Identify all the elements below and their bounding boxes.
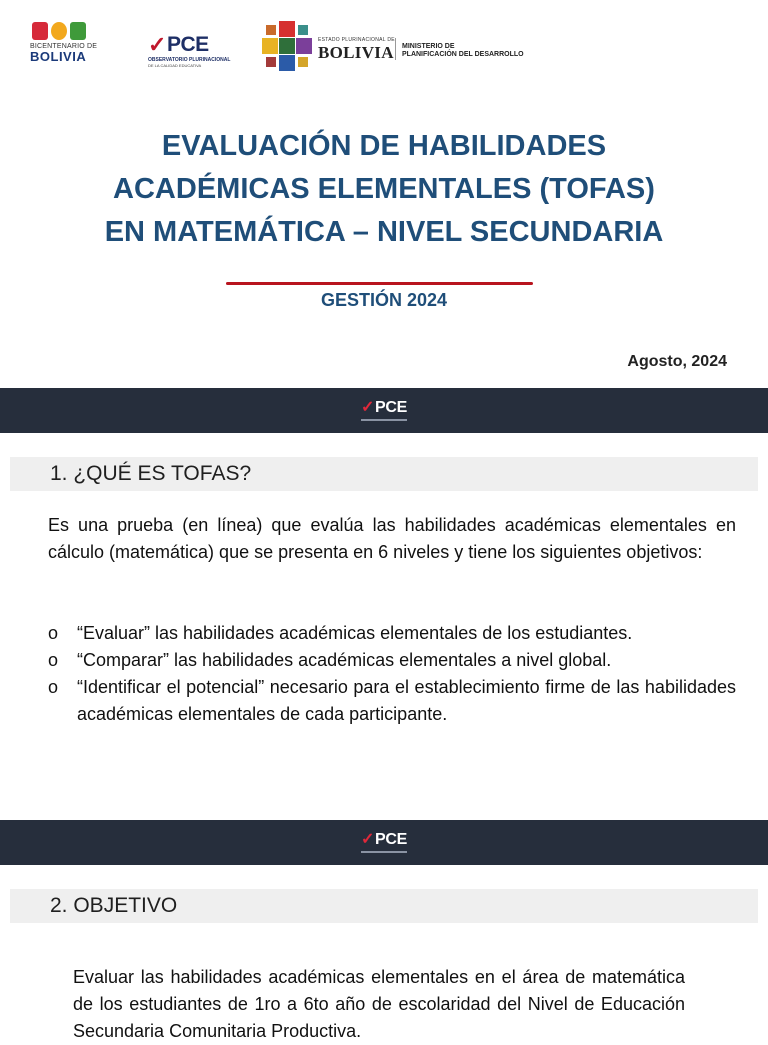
opce-bar-underline [361,851,407,853]
estado-small: ESTADO PLURINACIONAL DE [318,37,395,43]
objectives-list [48,620,736,728]
estado-main: BOLIVIA [318,43,394,62]
check-icon: ✓ [360,399,375,416]
slide-header-bar [0,388,768,433]
bicentenario-main: BOLIVIA [30,49,87,64]
title-line: EN MATEMÁTICA – NIVEL SECUNDARIA [104,216,664,248]
opce-bar-underline [361,419,407,421]
check-icon: ✓ [360,831,375,848]
title-divider [226,282,533,285]
section-heading-2 [10,889,758,923]
title-line: EVALUACIÓN DE HABILIDADES [161,130,607,162]
list-item [48,620,736,647]
header-logos [0,18,768,74]
paragraph-text: Evaluar las habilidades académicas elementales en el área de matemática de los estudiantes de 1ro a 6to año de escolaridad del Nivel de Educación Secundaria Comunitaria Productiva. [73,967,685,1041]
bicentenario-mark-icon [51,22,67,40]
list-item [48,647,736,674]
list-item [48,674,736,728]
ministerio-line1: MINISTERIO DE [402,43,455,50]
bicentenario-sub: BICENTENARIO DE [30,43,98,50]
opce-sub2: DE LA CALIDAD EDUCATIVA [148,63,202,68]
bullet-glyph: o [48,623,59,643]
bolivia-shield-icon [262,21,312,71]
opce-bar-word: PCE [375,399,408,416]
gestion-label: GESTIÓN 2024 [320,290,448,310]
section-heading-text: 1. ¿QUÉ ES TOFAS? [50,462,252,485]
date-label: Agosto, 2024 [627,353,727,370]
bolivia-ministerio-logo [262,21,522,71]
opce-bar-logo [361,832,407,853]
bullet-glyph: o [48,650,59,670]
section-heading-text: 2. OBJETIVO [50,894,178,917]
opce-word: PCE [166,33,209,56]
opce-sub1: OBSERVATORIO PLURINACIONAL [148,57,231,63]
opce-bar-wordmark [361,832,407,848]
section1-paragraph [48,512,736,566]
opce-logo [148,18,231,72]
bicentenario-mark-icon [32,22,48,40]
list-item-text: “Identificar el potencial” necesario para el establecimiento firme de las habilidades académicas elementales de cada participante. [77,677,736,724]
check-icon: ✓ [148,32,166,57]
list-item-text: “Comparar” las habilidades académicas elementales a nivel global. [77,650,612,670]
bullet-glyph: o [48,677,59,697]
paragraph-text: Es una prueba (en línea) que evalúa las habilidades académicas elementales en cálculo (matemática) que se presenta en 6 niveles y tiene los siguientes objetivos: [48,515,736,562]
opce-bar-word: PCE [375,831,408,848]
opce-wordmark [148,34,228,56]
logo-divider [395,38,396,60]
bicentenario-mark-icon [70,22,86,40]
list-item-text: “Evaluar” las habilidades académicas elementales de los estudiantes. [77,623,633,643]
document-title [0,125,768,254]
opce-bar-wordmark [361,400,407,416]
slide-header-bar [0,820,768,865]
ministerio-text [402,43,524,59]
section-heading-1 [10,457,758,491]
section2-paragraph [73,964,685,1045]
opce-bar-logo [361,400,407,421]
bicentenario-marks [32,22,98,40]
title-line: ACADÉMICAS ELEMENTALES (TOFAS) [113,173,655,205]
bicentenario-logo [30,22,98,70]
ministerio-line2: PLANIFICACIÓN DEL DESARROLLO [402,51,524,58]
